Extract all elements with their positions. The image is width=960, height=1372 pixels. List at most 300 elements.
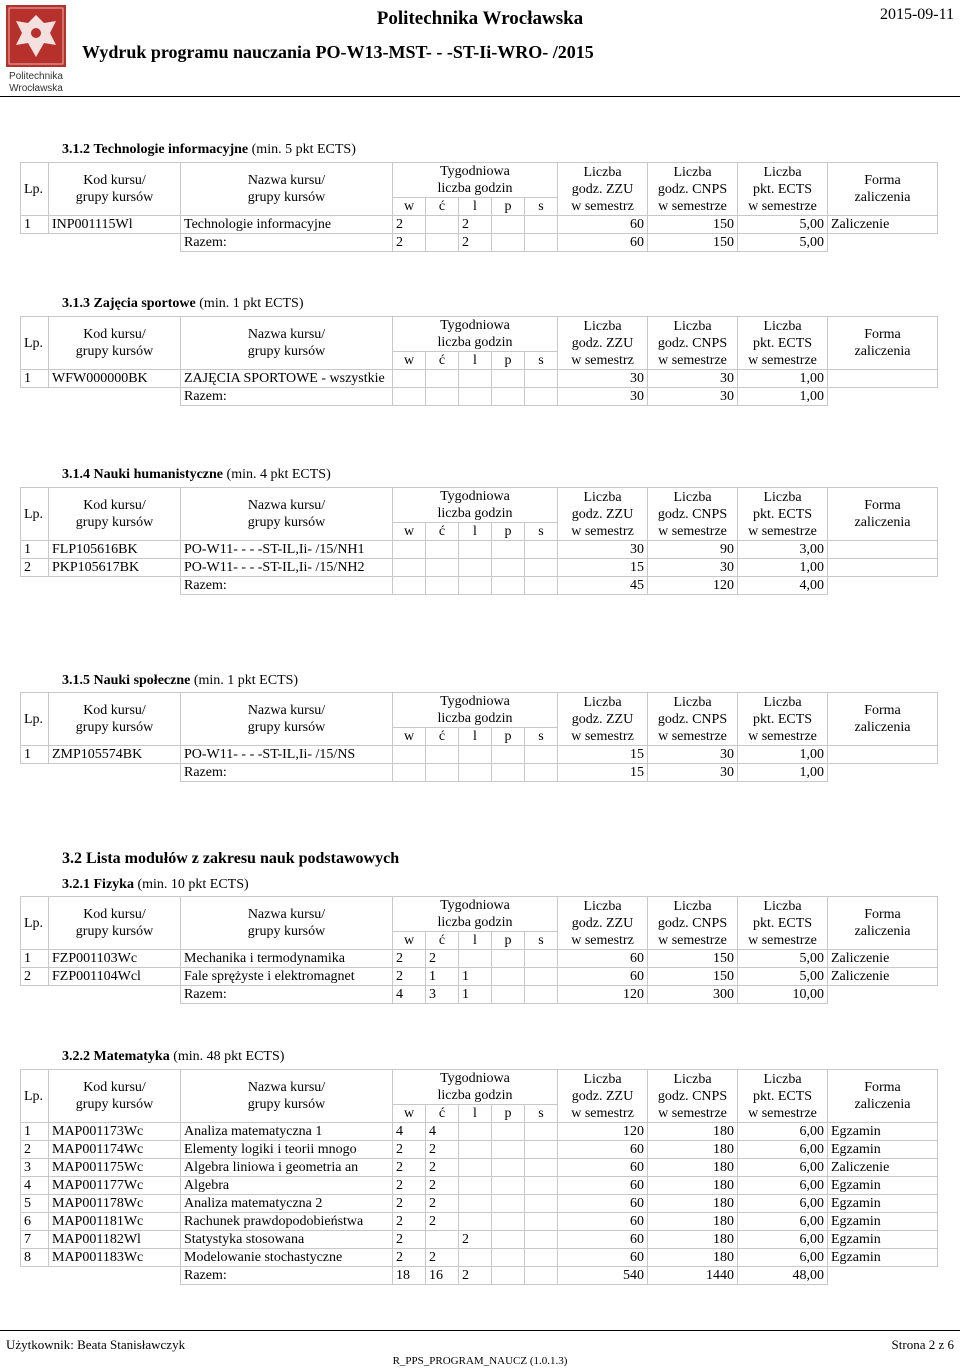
row-hours-s (525, 950, 558, 968)
header-label: Tygodniowa (440, 318, 510, 333)
row-hours-c: 4 (426, 1123, 459, 1141)
row-kod: MAP001178Wc (49, 1195, 181, 1213)
totals-ects: 4,00 (738, 577, 828, 595)
header-label: Liczba (673, 318, 712, 334)
row-hours-c (426, 370, 459, 388)
row-zzu: 15 (558, 746, 648, 764)
row-hours-l: 2 (459, 1231, 492, 1249)
totals-hours-p (492, 388, 525, 406)
col-zzu (558, 163, 648, 216)
totals-spacer (21, 1267, 181, 1285)
row-nazwa: Algebra liniowa i geometria an (181, 1159, 393, 1177)
header-label: Tygodniowa (440, 164, 510, 179)
row-forma: Egzamin (828, 1231, 938, 1249)
header-label: Liczba (583, 898, 622, 914)
row-forma (828, 559, 938, 577)
col-s: s (525, 352, 558, 370)
col-p: p (492, 1105, 525, 1123)
table-row (21, 950, 938, 968)
row-hours-l (459, 541, 492, 559)
header-label: Kod kursu/ (83, 703, 146, 718)
header-label: Forma (864, 498, 901, 513)
row-kod: PKP105617BK (49, 559, 181, 577)
header-label: Nazwa kursu/ (247, 327, 326, 342)
row-nazwa: Rachunek prawdopodobieństwa (181, 1213, 393, 1231)
col-kod (49, 897, 181, 950)
col-ects (738, 897, 828, 950)
totals-hours-c: 16 (426, 1267, 459, 1285)
totals-row (21, 1267, 938, 1285)
header-label: w semestrz (571, 352, 634, 368)
totals-cnps: 1440 (648, 1267, 738, 1285)
row-ects: 5,00 (738, 950, 828, 968)
col-lp: Lp. (21, 1070, 49, 1123)
header-label: pkt. ECTS (752, 711, 813, 727)
header-label: grupy kursów (247, 924, 326, 939)
header-label: Forma (864, 173, 901, 188)
row-hours-c: 2 (426, 1249, 459, 1267)
row-hours-c: 1 (426, 968, 459, 986)
section-title-3-1-4: 3.1.4 Nauki humanistyczne (min. 4 pkt ECTS) (62, 467, 331, 482)
col-cnps (648, 317, 738, 370)
svg-text:Wrocławska: Wrocławska (9, 83, 63, 94)
totals-label: Razem: (181, 1267, 393, 1285)
row-hours-w (393, 370, 426, 388)
row-ects: 6,00 (738, 1249, 828, 1267)
row-kod: MAP001173Wc (49, 1123, 181, 1141)
row-hours-p (492, 216, 525, 234)
row-hours-p (492, 559, 525, 577)
col-forma (828, 163, 938, 216)
col-l: l (459, 1105, 492, 1123)
header-label: zaliczenia (854, 924, 911, 939)
col-ects (738, 488, 828, 541)
col-l: l (459, 728, 492, 746)
footer-divider (0, 1330, 960, 1331)
row-kod: MAP001177Wc (49, 1177, 181, 1195)
row-cnps: 180 (648, 1249, 738, 1267)
totals-label: Razem: (181, 388, 393, 406)
row-cnps: 150 (648, 950, 738, 968)
header-label: Nazwa kursu/ (247, 703, 326, 718)
col-p: p (492, 352, 525, 370)
row-hours-l (459, 1213, 492, 1231)
row-ects: 6,00 (738, 1159, 828, 1177)
row-hours-w: 2 (393, 1159, 426, 1177)
col-c: ć (426, 198, 459, 216)
col-l: l (459, 352, 492, 370)
row-ects: 1,00 (738, 559, 828, 577)
totals-cnps: 30 (648, 388, 738, 406)
row-nazwa: PO-W11- - - -ST-IL,Ii- /15/NS (181, 746, 393, 764)
row-hours-s (525, 541, 558, 559)
header-divider (0, 96, 960, 97)
header-label: Forma (864, 1080, 901, 1095)
header-label: Tygodniowa (440, 898, 510, 913)
header-label: w semestrze (658, 1105, 727, 1121)
row-ects: 3,00 (738, 541, 828, 559)
row-lp: 1 (21, 950, 49, 968)
col-c: ć (426, 932, 459, 950)
header-label: Liczba (763, 164, 802, 180)
row-hours-w: 4 (393, 1123, 426, 1141)
col-p: p (492, 198, 525, 216)
row-hours-p (492, 1195, 525, 1213)
col-s: s (525, 198, 558, 216)
totals-hours-c (426, 577, 459, 595)
page-title: Politechnika Wrocławska (376, 8, 584, 29)
header-label: liczba godzin (437, 915, 513, 930)
totals-ects: 1,00 (738, 764, 828, 782)
row-hours-w: 2 (393, 216, 426, 234)
header-label: Liczba (763, 489, 802, 505)
col-nazwa (181, 1070, 393, 1123)
col-cnps (648, 897, 738, 950)
header-label: godz. CNPS (657, 711, 728, 727)
header-label: grupy kursów (75, 344, 154, 359)
row-kod: FZP001103Wc (49, 950, 181, 968)
header-label: godz. CNPS (657, 1088, 728, 1104)
totals-spacer-end (828, 234, 938, 252)
header-label: grupy kursów (247, 515, 326, 530)
totals-ects: 1,00 (738, 388, 828, 406)
col-zzu (558, 488, 648, 541)
row-hours-p (492, 950, 525, 968)
col-lp: Lp. (21, 163, 49, 216)
col-w: w (393, 198, 426, 216)
row-hours-s (525, 746, 558, 764)
totals-cnps: 120 (648, 577, 738, 595)
col-forma (828, 488, 938, 541)
row-zzu: 120 (558, 1123, 648, 1141)
header-label: Kod kursu/ (83, 498, 146, 513)
row-hours-s (525, 370, 558, 388)
totals-zzu: 120 (558, 986, 648, 1004)
row-forma: Zaliczenie (828, 950, 938, 968)
row-cnps: 150 (648, 216, 738, 234)
row-hours-c (426, 1231, 459, 1249)
row-cnps: 180 (648, 1177, 738, 1195)
row-hours-c: 2 (426, 1177, 459, 1195)
header-label: Liczba (673, 1071, 712, 1087)
row-nazwa: ZAJĘCIA SPORTOWE - wszystkie (181, 370, 393, 388)
row-ects: 6,00 (738, 1213, 828, 1231)
col-nazwa (181, 897, 393, 950)
row-nazwa: PO-W11- - - -ST-IL,Ii- /15/NH1 (181, 541, 393, 559)
row-hours-s (525, 1213, 558, 1231)
header-label: godz. CNPS (657, 335, 728, 351)
row-zzu: 15 (558, 559, 648, 577)
header-label: zaliczenia (854, 190, 911, 205)
col-ects (738, 693, 828, 746)
header-label: w semestrz (571, 198, 634, 214)
row-cnps: 150 (648, 968, 738, 986)
totals-row (21, 986, 938, 1004)
row-cnps: 90 (648, 541, 738, 559)
row-hours-c: 2 (426, 1195, 459, 1213)
header-label: Kod kursu/ (83, 327, 146, 342)
row-ects: 1,00 (738, 746, 828, 764)
header-label: w semestrz (571, 523, 634, 539)
row-hours-l (459, 1159, 492, 1177)
row-lp: 2 (21, 559, 49, 577)
totals-ects: 5,00 (738, 234, 828, 252)
section-title-3-2: 3.2 Lista modułów z zakresu nauk podstawowych (62, 850, 400, 867)
header-label: w semestrz (571, 1105, 634, 1121)
col-nazwa (181, 163, 393, 216)
col-forma (828, 693, 938, 746)
row-zzu: 30 (558, 370, 648, 388)
row-zzu: 60 (558, 1159, 648, 1177)
header-label: pkt. ECTS (752, 506, 813, 522)
row-cnps: 30 (648, 370, 738, 388)
row-kod: MAP001183Wc (49, 1249, 181, 1267)
totals-hours-c (426, 388, 459, 406)
row-hours-l (459, 370, 492, 388)
col-c: ć (426, 352, 459, 370)
row-hours-w (393, 746, 426, 764)
row-hours-p (492, 746, 525, 764)
header-label: liczba godzin (437, 711, 513, 726)
col-s: s (525, 728, 558, 746)
header-label: godz. ZZU (571, 506, 634, 522)
row-hours-c: 2 (426, 1159, 459, 1177)
totals-hours-p (492, 234, 525, 252)
row-cnps: 180 (648, 1195, 738, 1213)
header-label: liczba godzin (437, 1088, 513, 1103)
row-kod: FZP001104Wcl (49, 968, 181, 986)
totals-hours-s (525, 764, 558, 782)
totals-hours-s (525, 577, 558, 595)
row-lp: 4 (21, 1177, 49, 1195)
table-row (21, 541, 938, 559)
header-label: Tygodniowa (440, 694, 510, 709)
header-label: grupy kursów (247, 344, 326, 359)
totals-spacer (21, 577, 181, 595)
col-nazwa (181, 317, 393, 370)
row-hours-s (525, 968, 558, 986)
row-kod: WFW000000BK (49, 370, 181, 388)
header-label: grupy kursów (75, 515, 154, 530)
row-hours-c: 2 (426, 1213, 459, 1231)
col-kod (49, 163, 181, 216)
table-row (21, 1195, 938, 1213)
row-hours-c: 2 (426, 950, 459, 968)
col-nazwa (181, 693, 393, 746)
table-row (21, 1249, 938, 1267)
row-zzu: 60 (558, 1231, 648, 1249)
row-hours-l (459, 559, 492, 577)
header-label: Liczba (673, 489, 712, 505)
row-forma: Egzamin (828, 1213, 938, 1231)
row-lp: 7 (21, 1231, 49, 1249)
header-label: zaliczenia (854, 515, 911, 530)
row-zzu: 60 (558, 1195, 648, 1213)
row-hours-w: 2 (393, 1195, 426, 1213)
row-nazwa: PO-W11- - - -ST-IL,Ii- /15/NH2 (181, 559, 393, 577)
course-table-3-1-5 (20, 692, 938, 782)
col-p: p (492, 932, 525, 950)
totals-zzu: 15 (558, 764, 648, 782)
totals-hours-s (525, 388, 558, 406)
totals-hours-c: 3 (426, 986, 459, 1004)
row-hours-c (426, 559, 459, 577)
footer-user: Użytkownik: Beata Stanisławczyk (6, 1337, 186, 1352)
col-l: l (459, 932, 492, 950)
col-l: l (459, 523, 492, 541)
header-label: godz. CNPS (657, 915, 728, 931)
header-label: Forma (864, 907, 901, 922)
col-forma (828, 897, 938, 950)
header-label: w semestrz (571, 728, 634, 744)
col-zzu (558, 317, 648, 370)
totals-hours-l: 2 (459, 234, 492, 252)
header-label: pkt. ECTS (752, 1088, 813, 1104)
col-cnps (648, 693, 738, 746)
col-s: s (525, 523, 558, 541)
col-w: w (393, 728, 426, 746)
header-label: liczba godzin (437, 335, 513, 350)
svg-text:Politechnika: Politechnika (9, 71, 63, 82)
row-zzu: 60 (558, 1177, 648, 1195)
totals-zzu: 45 (558, 577, 648, 595)
col-p: p (492, 728, 525, 746)
col-kod (49, 317, 181, 370)
print-date: 2015-09-11 (879, 6, 954, 23)
totals-hours-s (525, 986, 558, 1004)
row-zzu: 30 (558, 541, 648, 559)
header-label: godz. ZZU (571, 181, 634, 197)
row-hours-l (459, 1141, 492, 1159)
row-forma: Egzamin (828, 1195, 938, 1213)
totals-label: Razem: (181, 986, 393, 1004)
table-row (21, 1159, 938, 1177)
row-lp: 3 (21, 1159, 49, 1177)
row-lp: 1 (21, 746, 49, 764)
row-ects: 6,00 (738, 1123, 828, 1141)
col-ects (738, 1070, 828, 1123)
totals-spacer (21, 234, 181, 252)
header-label: liczba godzin (437, 181, 513, 196)
row-zzu: 60 (558, 1213, 648, 1231)
col-tygodniowa (393, 488, 558, 523)
totals-hours-s (525, 1267, 558, 1285)
totals-hours-w (393, 764, 426, 782)
totals-cnps: 30 (648, 764, 738, 782)
row-nazwa: Analiza matematyczna 1 (181, 1123, 393, 1141)
row-nazwa: Algebra (181, 1177, 393, 1195)
col-kod (49, 488, 181, 541)
totals-hours-l (459, 577, 492, 595)
row-cnps: 180 (648, 1213, 738, 1231)
row-cnps: 180 (648, 1231, 738, 1249)
totals-hours-c (426, 764, 459, 782)
course-table-3-1-4 (20, 487, 938, 595)
row-forma: Zaliczenie (828, 1159, 938, 1177)
row-kod: INP001115Wl (49, 216, 181, 234)
header-label: Nazwa kursu/ (247, 173, 326, 188)
col-tygodniowa (393, 163, 558, 198)
header-label: Liczba (673, 164, 712, 180)
header-label: godz. ZZU (571, 335, 634, 351)
row-hours-p (492, 370, 525, 388)
row-hours-w: 2 (393, 1249, 426, 1267)
totals-hours-p (492, 764, 525, 782)
row-forma: Egzamin (828, 1141, 938, 1159)
row-lp: 1 (21, 216, 49, 234)
totals-hours-l: 2 (459, 1267, 492, 1285)
col-kod (49, 1070, 181, 1123)
row-forma: Zaliczenie (828, 968, 938, 986)
row-lp: 2 (21, 968, 49, 986)
row-cnps: 30 (648, 559, 738, 577)
row-hours-p (492, 1213, 525, 1231)
header-label: w semestrze (658, 728, 727, 744)
header-label: godz. ZZU (571, 1088, 634, 1104)
totals-hours-w: 18 (393, 1267, 426, 1285)
header-label: pkt. ECTS (752, 335, 813, 351)
row-forma: Egzamin (828, 1123, 938, 1141)
row-kod: MAP001181Wc (49, 1213, 181, 1231)
row-hours-w (393, 559, 426, 577)
totals-zzu: 540 (558, 1267, 648, 1285)
totals-hours-c (426, 234, 459, 252)
totals-ects: 48,00 (738, 1267, 828, 1285)
totals-zzu: 30 (558, 388, 648, 406)
col-w: w (393, 523, 426, 541)
row-hours-s (525, 1231, 558, 1249)
col-tygodniowa (393, 317, 558, 352)
col-zzu (558, 1070, 648, 1123)
row-forma: Egzamin (828, 1249, 938, 1267)
header-label: grupy kursów (247, 720, 326, 735)
col-w: w (393, 932, 426, 950)
table-row (21, 1177, 938, 1195)
row-ects: 5,00 (738, 968, 828, 986)
col-s: s (525, 1105, 558, 1123)
col-w: w (393, 352, 426, 370)
header-label: Tygodniowa (440, 489, 510, 504)
header-label: grupy kursów (247, 1097, 326, 1112)
row-forma (828, 541, 938, 559)
row-hours-w: 2 (393, 950, 426, 968)
row-kod: ZMP105574BK (49, 746, 181, 764)
header-label: Nazwa kursu/ (247, 498, 326, 513)
course-table-3-2-2 (20, 1069, 938, 1285)
header-label: Tygodniowa (440, 1071, 510, 1086)
row-cnps: 180 (648, 1141, 738, 1159)
section-title-3-2-2: 3.2.2 Matematyka (min. 48 pkt ECTS) (62, 1049, 285, 1064)
col-lp: Lp. (21, 488, 49, 541)
totals-hours-w (393, 577, 426, 595)
row-hours-p (492, 1177, 525, 1195)
row-hours-c: 2 (426, 1141, 459, 1159)
col-nazwa (181, 488, 393, 541)
header-label: Liczba (583, 1071, 622, 1087)
totals-spacer-end (828, 388, 938, 406)
table-row (21, 559, 938, 577)
header-label: grupy kursów (75, 190, 154, 205)
header-label: Liczba (583, 489, 622, 505)
row-nazwa: Statystyka stosowana (181, 1231, 393, 1249)
totals-row (21, 764, 938, 782)
header-label: godz. CNPS (657, 506, 728, 522)
row-hours-s (525, 1177, 558, 1195)
row-hours-s (525, 1159, 558, 1177)
header-label: Liczba (673, 694, 712, 710)
totals-hours-p (492, 1267, 525, 1285)
header-label: godz. CNPS (657, 181, 728, 197)
